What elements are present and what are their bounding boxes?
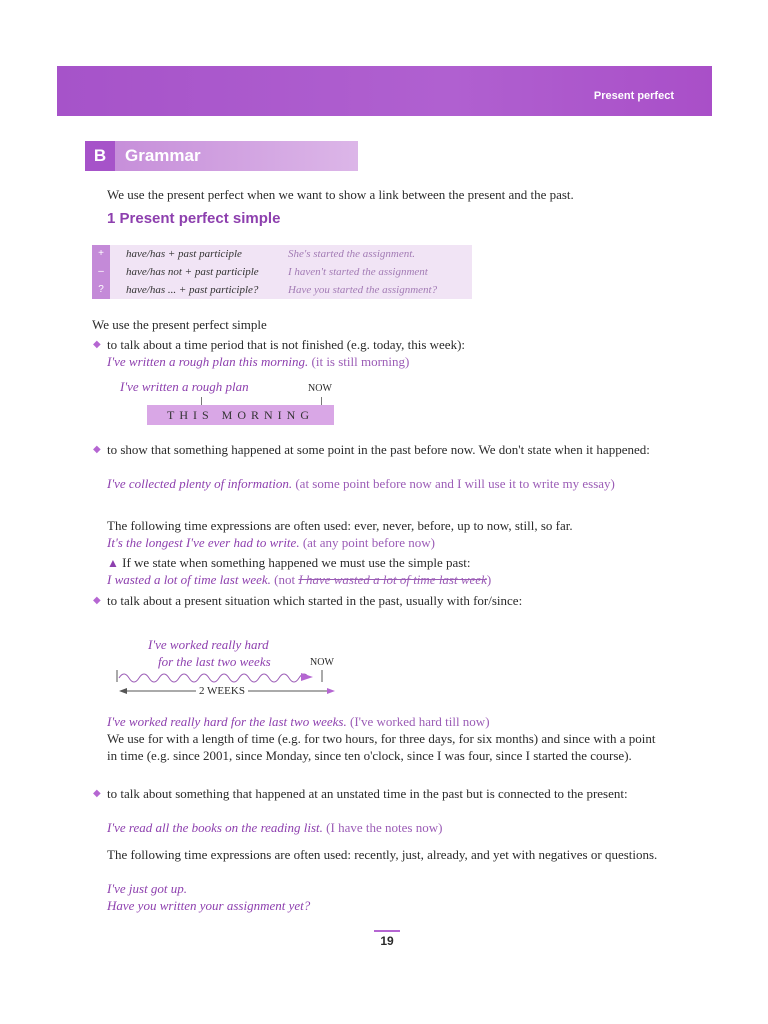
- use2-expr-note: (at any point before now): [302, 535, 435, 550]
- timeline1-tick: [321, 397, 322, 405]
- timeline2-line1: I've worked really hard: [148, 637, 269, 652]
- form-text: have/has ... + past participle?: [126, 284, 259, 296]
- use2-expr: The following time expressions are often used: ever, never, before, up to now, still, so far.: [107, 518, 573, 533]
- warning-icon: ▲: [107, 556, 119, 570]
- minus-symbol: –: [92, 263, 110, 281]
- diamond-bullet-icon: ◆: [93, 339, 101, 350]
- timeline1-label: I've written a rough plan: [120, 379, 249, 394]
- form-row-question: [92, 281, 472, 299]
- sub-heading: 1 Present perfect simple: [107, 210, 281, 227]
- use4-text: to talk about something that happened at an unstated time in the past but is connected to the present:: [107, 786, 628, 801]
- use2-expr-example: It's the longest I've ever had to write.: [107, 535, 300, 550]
- use2-text: to show that something happened at some point in the past before now. We don't state when it happened:: [107, 442, 650, 457]
- warning-not: (not: [274, 572, 296, 587]
- diamond-bullet-icon: ◆: [93, 444, 101, 455]
- use2-example-line: [107, 475, 667, 492]
- use3-note: (I've worked hard till now): [350, 714, 490, 729]
- warning-line: [107, 554, 471, 572]
- timeline2-now: NOW: [310, 657, 334, 668]
- warning-text: If we state when something happened we must use the simple past:: [122, 555, 471, 570]
- use3-explain: We use for with a length of time (e.g. for two hours, for three days, for six months) and since with a point in time (e.g. since 2001, since Monday, since ten o'clock, since I was four, since I started the course).: [107, 731, 656, 763]
- use4-example: I've read all the books on the reading list.: [107, 820, 323, 835]
- running-head: Present perfect: [593, 90, 674, 102]
- question-symbol: ?: [92, 281, 110, 299]
- usage-intro: We use the present perfect simple: [92, 317, 267, 332]
- use4-ex2: Have you written your assignment yet?: [107, 898, 311, 913]
- use2-expr-example-line: [107, 534, 435, 551]
- form-example: She's started the assignment.: [288, 248, 416, 260]
- form-table: [92, 245, 472, 299]
- use4-expr: The following time expressions are often used: recently, just, already, and yet with negatives or questions.: [107, 847, 658, 862]
- use3-example: I've worked really hard for the last two weeks.: [107, 714, 347, 729]
- use1-example-line: [107, 353, 409, 370]
- page-header-band: [57, 66, 712, 116]
- timeline2-line2: for the last two weeks: [158, 654, 271, 669]
- timeline1-now: NOW: [308, 383, 332, 394]
- form-row-negative: [92, 263, 472, 281]
- timeline2-weeks: 2 WEEKS: [196, 683, 248, 700]
- warning-example: I wasted a lot of time last week.: [107, 572, 271, 587]
- warning-close: ): [486, 572, 492, 587]
- use2-note: (at some point before now and I will use it to write my essay): [295, 476, 615, 491]
- section-tab: [85, 141, 358, 171]
- use1-example: I've written a rough plan this morning.: [107, 354, 309, 369]
- use1-text: to talk about a time period that is not finished (e.g. today, this week):: [107, 337, 466, 352]
- warning-struck: I have wasted a lot of time last week: [298, 572, 487, 587]
- use4-ex1: I've just got up.: [107, 881, 188, 896]
- timeline1-tick: [201, 397, 202, 405]
- form-row-affirmative: [92, 245, 472, 263]
- use4-note: (I have the notes now): [326, 820, 443, 835]
- use3-example-line: [107, 713, 667, 730]
- section-letter: B: [85, 141, 115, 171]
- timeline1-box: THIS MORNING: [147, 405, 334, 425]
- warning-example-line: [107, 571, 491, 588]
- use3-text: to talk about a present situation which started in the past, usually with for/since:: [107, 593, 523, 608]
- diamond-bullet-icon: ◆: [93, 788, 101, 799]
- form-text: have/has + past participle: [126, 248, 242, 260]
- form-example: I haven't started the assignment: [288, 266, 428, 278]
- page-number: 19: [374, 930, 400, 948]
- section-name: Grammar: [125, 146, 201, 165]
- intro-text: We use the present perfect when we want to show a link between the present and the past.: [107, 187, 574, 202]
- diamond-bullet-icon: ◆: [93, 595, 101, 606]
- plus-symbol: +: [92, 245, 110, 263]
- use1-note: (it is still morning): [311, 354, 410, 369]
- form-text: have/has not + past participle: [126, 266, 259, 278]
- use4-example-line: [107, 819, 667, 836]
- form-example: Have you started the assignment?: [288, 284, 438, 296]
- use2-example: I've collected plenty of information.: [107, 476, 293, 491]
